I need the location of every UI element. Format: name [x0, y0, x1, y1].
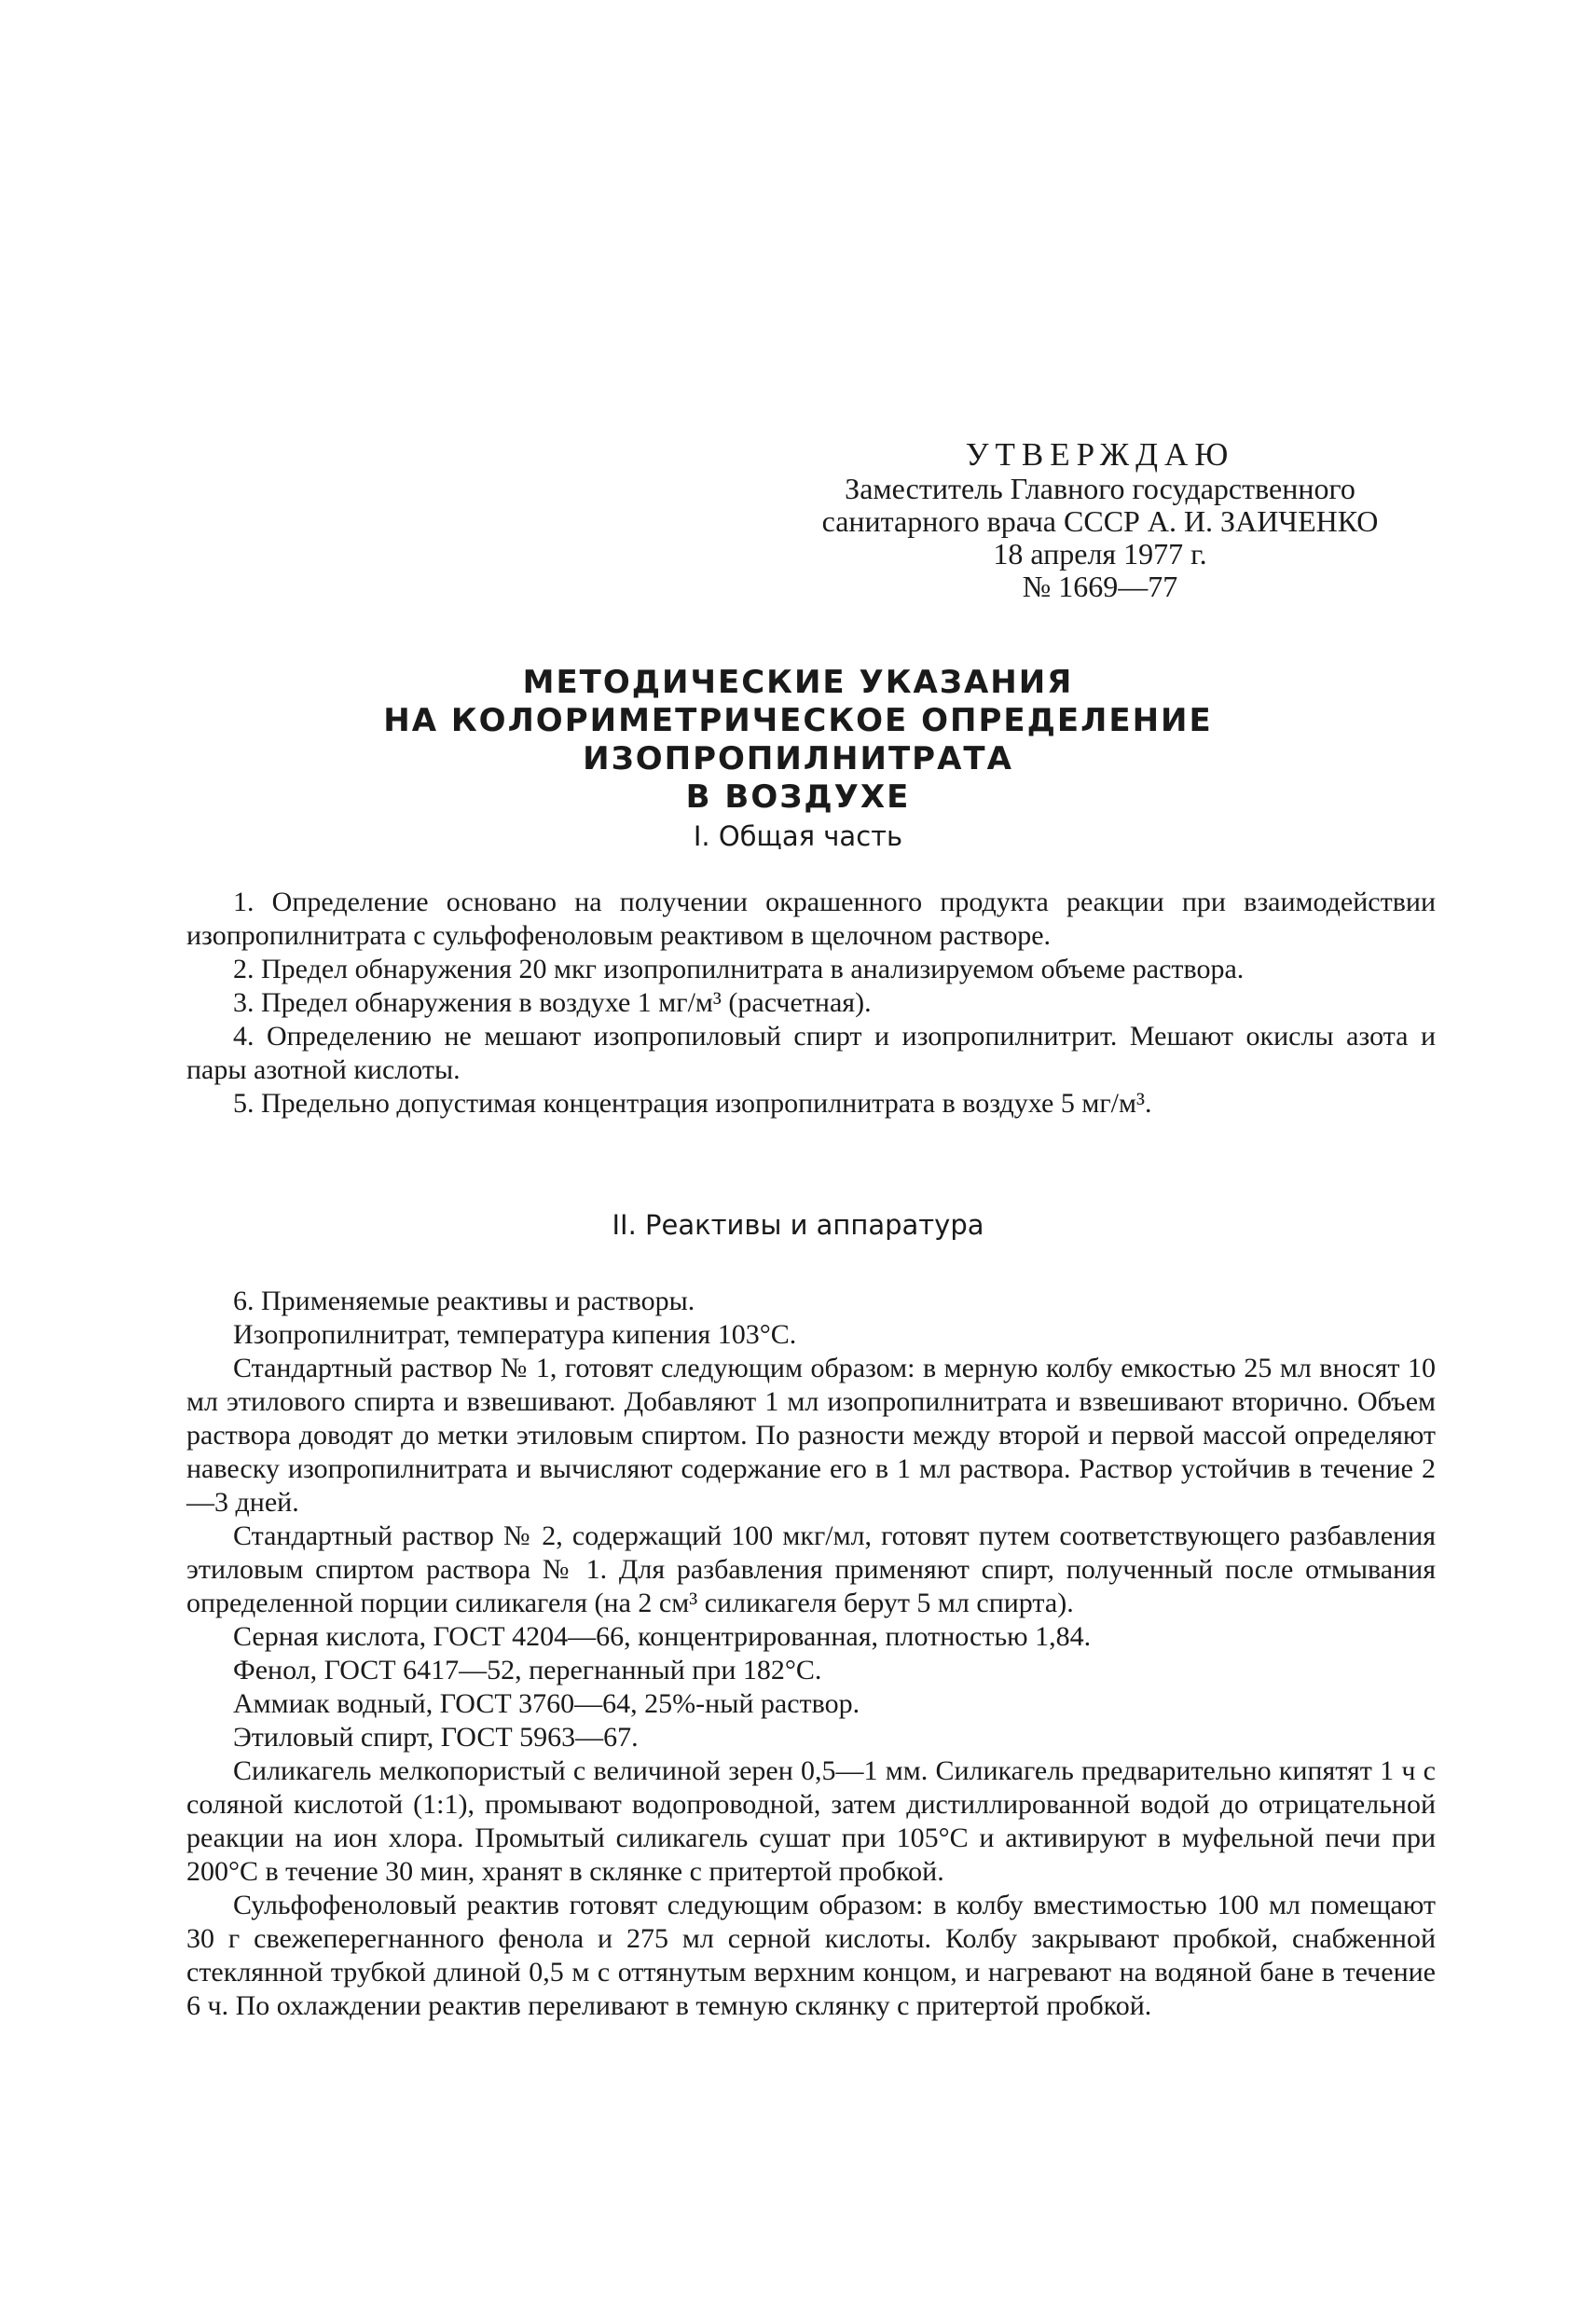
paragraph: 5. Предельно допустимая концентрация изопропилнитрата в воздухе 5 мг/м³. [233, 1088, 1152, 1119]
paragraph: Аммиак водный, ГОСТ 3760—64, 25%-ный раствор. [233, 1688, 860, 1719]
approval-heading: УТВЕРЖДАЮ [965, 436, 1235, 473]
paragraph: 4. Определению не мешают изопропиловый спирт и изопропилнитрит. Мешают окислы азота и пары азотной кислоты. [186, 1021, 1436, 1085]
title-line-2: НА КОЛОРИМЕТРИЧЕСКОЕ ОПРЕДЕЛЕНИЕ ИЗОПРОПИЛНИТРАТА [383, 702, 1213, 777]
paragraph: Силикагель мелкопористый с величиной зерен 0,5—1 мм. Силикагель предварительно кипятят 1 ч с соляной кислотой (1:1), промывают водопроводной, затем дистиллированной водой до отрицательной реакции на ион хлора. Промытый силикагель сушат при 105°С и активируют в муфельной печи при 200°С в течение 30 мин, хранят в склянке с притертой пробкой. [186, 1755, 1436, 1887]
paragraph: Фенол, ГОСТ 6417—52, перегнанный при 182°С. [233, 1655, 822, 1685]
title-line-3: В ВОЗДУХЕ [685, 778, 911, 816]
paragraph: Этиловый спирт, ГОСТ 5963—67. [233, 1722, 639, 1753]
section-2-body [186, 1285, 1436, 2023]
section-1-heading: I. Общая часть [693, 820, 903, 852]
paragraph: 3. Предел обнаружения в воздухе 1 мг/м³ (расчетная). [233, 987, 872, 1018]
title-line-1: МЕТОДИЧЕСКИЕ УКАЗАНИЯ [522, 664, 1074, 701]
paragraph: Серная кислота, ГОСТ 4204—66, концентрированная, плотностью 1,84. [233, 1621, 1092, 1652]
approval-line-1: Заместитель Главного государственного [845, 472, 1355, 505]
paragraph: 2. Предел обнаружения 20 мкг изопропилнитрата в анализируемом объеме раствора. [233, 954, 1245, 984]
approval-date: 18 апреля 1977 г. [993, 537, 1207, 571]
paragraph: 1. Определение основано на получении окрашенного продукта реакции при взаимодействии изопропилнитрата с сульфофеноловым реактивом в щелочном растворе. [186, 887, 1436, 951]
paragraph: Стандартный раствор № 2, содержащий 100 мкг/мл, готовят путем соответствующего разбавления этиловым спиртом раствора № 1. Для разбавления применяют спирт, полученный после отмывания определенной порции силикагеля (на 2 см³ силикагеля берут 5 мл спирта). [186, 1520, 1436, 1618]
section-2-heading: II. Реактивы и аппаратура [612, 1209, 984, 1241]
document-title [186, 664, 1410, 817]
approval-block [746, 438, 1454, 603]
paragraph: Стандартный раствор № 1, готовят следующим образом: в мерную колбу емкостью 25 мл вносят 10 мл этилового спирта и взвешивают. Добавляют 1 мл изопропилнитрата и взвешивают вторично. Объем раствора доводят до метки этиловым спиртом. По разности между второй и первой массой определяют навеску изопропилнитрата и вычисляют содержание его в 1 мл раствора. Раствор устойчив в течение 2—3 дней. [186, 1353, 1436, 1518]
approval-line-2: санитарного врача СССР А. И. ЗАИЧЕНКО [821, 504, 1379, 538]
approval-number: № 1669—77 [1022, 570, 1178, 603]
paragraph: Сульфофеноловый реактив готовят следующим образом: в колбу вместимостью 100 мл помещают 30 г свежеперегнанного фенола и 275 мл серной кислоты. Колбу закрывают пробкой, снабженной стеклянной трубкой длиной 0,5 м с оттянутым верхним концом, и нагревают на водяной бане в течение 6 ч. По охлаждении реактив переливают в темную склянку с притертой пробкой. [186, 1890, 1436, 2021]
paragraph: Изопропилнитрат, температура кипения 103°С. [233, 1319, 797, 1350]
paragraph: 6. Применяемые реактивы и растворы. [233, 1286, 695, 1316]
section-1-body [186, 886, 1436, 1121]
